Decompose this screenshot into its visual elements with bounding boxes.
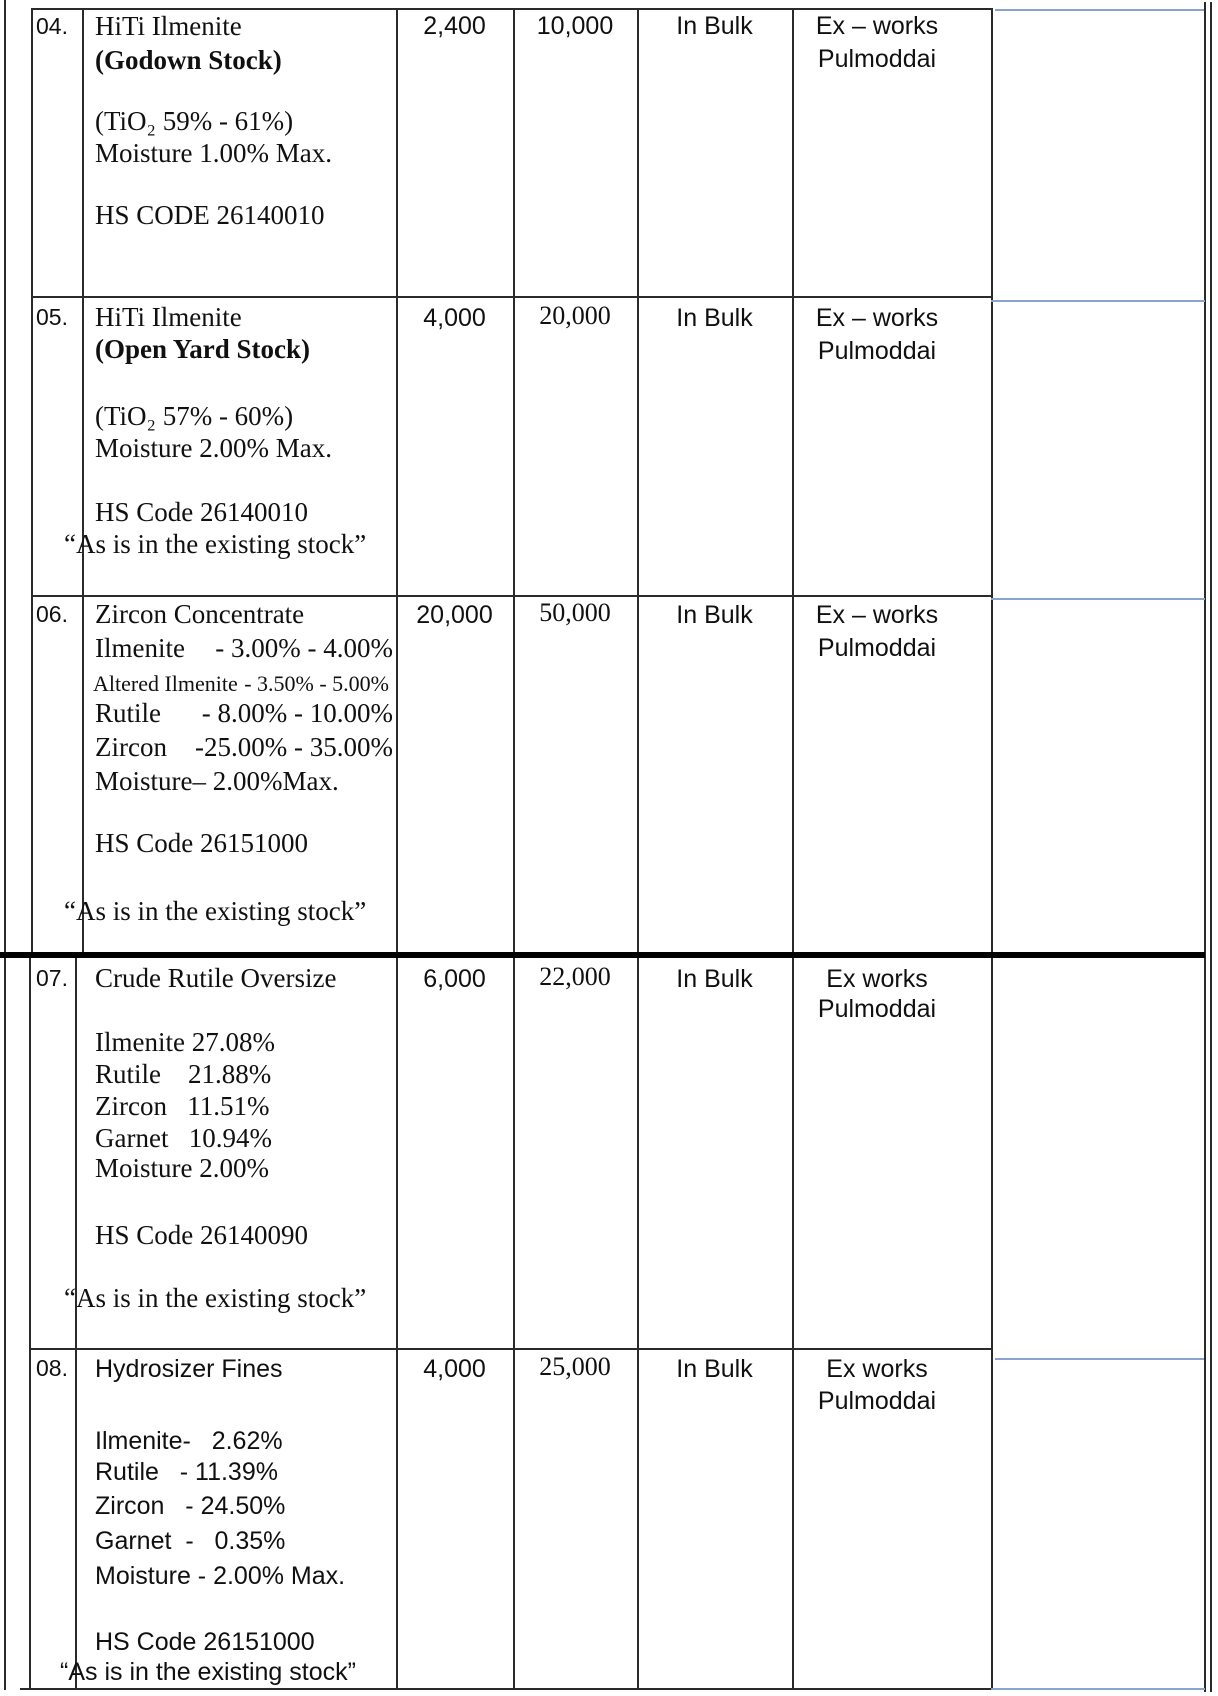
grid-line (1210, 2, 1212, 1692)
row-06-component-ilmenite (95, 635, 393, 662)
row-08-number: 08. (36, 1355, 68, 1381)
row-06-component-altered-ilmenite (93, 673, 389, 695)
grid-line (1204, 2, 1206, 1692)
row-04-number: 04. (36, 13, 68, 39)
grid-line (513, 8, 515, 954)
row-08-line-rutile: Rutile - 11.39% (95, 1458, 278, 1486)
row-06-component-zircon (95, 734, 393, 761)
row-04-title: HiTi Ilmenite (95, 11, 242, 41)
row-04-packing: In Bulk (676, 12, 753, 40)
blue-grid-line (991, 1688, 1205, 1690)
row-08-quantity: 4,000 (423, 1355, 486, 1383)
row-08-line-moisture: Moisture - 2.00% Max. (95, 1562, 346, 1590)
row-06-delivery-terms: Ex – works (815, 601, 939, 629)
row-07-line-moisture: Moisture 2.00% (95, 1153, 269, 1183)
row-07-line-ilmenite: Ilmenite 27.08% (95, 1027, 275, 1057)
row-05-delivery-place: Pulmoddai (817, 337, 937, 365)
row-05-number: 05. (36, 304, 68, 330)
row-07-line-garnet: Garnet 10.94% (95, 1123, 272, 1153)
row-07-line-rutile: Rutile 21.88% (95, 1059, 272, 1089)
row-07-line-zircon: Zircon 11.51% (95, 1091, 270, 1121)
component-name: Zircon (95, 732, 167, 762)
row-08-price: 25,000 (539, 1352, 611, 1381)
row-04-quantity: 2,400 (423, 12, 486, 40)
row-06-number: 06. (36, 601, 68, 627)
row-04-spec-tio2: (TiO₂ 59% - 61%) (95, 106, 294, 136)
grid-line (792, 8, 794, 954)
grid-line (75, 958, 77, 1690)
component-value: - 8.00% - 10.00% (201, 698, 393, 728)
component-value: - 3.50% - 5.00% (244, 671, 389, 696)
row-06-price: 50,000 (539, 598, 611, 627)
component-name: Rutile (95, 698, 161, 728)
row-05-packing: In Bulk (676, 304, 753, 332)
row-07-stock-note: “As is in the existing stock” (64, 1283, 367, 1313)
row-08-hs-code: HS Code 26151000 (95, 1628, 315, 1656)
row-05-quantity: 4,000 (423, 304, 486, 332)
row-05-spec-tio2: (TiO₂ 57% - 60%) (95, 401, 294, 431)
blue-grid-line (995, 1358, 1204, 1360)
component-value: - 3.00% - 4.00% (215, 633, 393, 663)
grid-line (29, 1348, 991, 1350)
grid-line (792, 958, 794, 1690)
component-value: -25.00% - 35.00% (195, 732, 393, 762)
row-04-price: 10,000 (536, 12, 614, 40)
row-06-spec-moisture: Moisture– 2.00%Max. (95, 766, 339, 796)
grid-line (396, 958, 398, 1690)
row-04-hs-code: HS CODE 26140010 (95, 200, 325, 230)
row-05-delivery-terms: Ex – works (815, 304, 939, 332)
row-08-delivery-terms: Ex works (826, 1355, 928, 1383)
row-07-delivery-terms: Ex works (826, 965, 928, 993)
page-break-divider (0, 952, 1205, 958)
page-edge-line (4, 0, 6, 1690)
grid-line (31, 8, 991, 10)
row-06-quantity: 20,000 (416, 601, 493, 629)
component-name: Ilmenite (95, 633, 185, 663)
row-07-packing: In Bulk (676, 965, 753, 993)
row-07-number: 07. (36, 965, 68, 991)
row-07-title: Crude Rutile Oversize (95, 963, 337, 993)
grid-line (31, 595, 991, 597)
row-06-component-rutile (95, 700, 393, 727)
grid-line (29, 958, 31, 1690)
grid-line (31, 8, 33, 954)
row-06-delivery-place: Pulmoddai (817, 634, 937, 662)
component-name: Altered Ilmenite (93, 671, 238, 696)
blue-grid-line (991, 598, 1205, 600)
row-04-spec-moisture: Moisture 1.00% Max. (95, 138, 332, 168)
row-06-stock-note: “As is in the existing stock” (64, 896, 367, 926)
grid-line (991, 958, 993, 1690)
row-08-title: Hydrosizer Fines (95, 1355, 283, 1383)
grid-line (396, 8, 398, 954)
grid-line (637, 8, 639, 954)
grid-line (82, 8, 84, 954)
row-07-price: 22,000 (539, 962, 611, 991)
row-04-delivery-place: Pulmoddai (817, 45, 937, 73)
row-07-quantity: 6,000 (423, 965, 486, 993)
blue-grid-line (991, 300, 1205, 302)
row-05-stock-note: “As is in the existing stock” (64, 529, 367, 559)
blue-grid-line (995, 9, 1204, 11)
grid-line (20, 1688, 991, 1690)
row-08-stock-note: “As is in the existing stock” (60, 1658, 356, 1686)
row-05-price: 20,000 (539, 301, 611, 330)
grid-line (991, 8, 993, 954)
row-08-packing: In Bulk (676, 1355, 753, 1383)
grid-line (31, 296, 991, 298)
row-07-hs-code: HS Code 26140090 (95, 1220, 309, 1250)
row-06-packing: In Bulk (676, 601, 753, 629)
row-07-delivery-place: Pulmoddai (817, 995, 937, 1023)
row-08-line-garnet: Garnet - 0.35% (95, 1527, 286, 1555)
row-08-line-zircon: Zircon - 24.50% (95, 1492, 286, 1520)
row-04-subtitle: (Godown Stock) (95, 45, 282, 75)
row-08-line-ilmenite: Ilmenite- 2.62% (95, 1427, 283, 1455)
row-06-title: Zircon Concentrate (95, 599, 305, 629)
row-05-subtitle: (Open Yard Stock) (95, 334, 311, 364)
grid-line (513, 958, 515, 1690)
row-05-title: HiTi Ilmenite (95, 302, 242, 332)
row-04-delivery-terms: Ex – works (815, 12, 939, 40)
row-05-hs-code: HS Code 26140010 (95, 497, 309, 527)
row-05-spec-moisture: Moisture 2.00% Max. (95, 433, 332, 463)
grid-line (637, 958, 639, 1690)
row-08-delivery-place: Pulmoddai (817, 1387, 937, 1415)
row-06-hs-code: HS Code 26151000 (95, 828, 309, 858)
